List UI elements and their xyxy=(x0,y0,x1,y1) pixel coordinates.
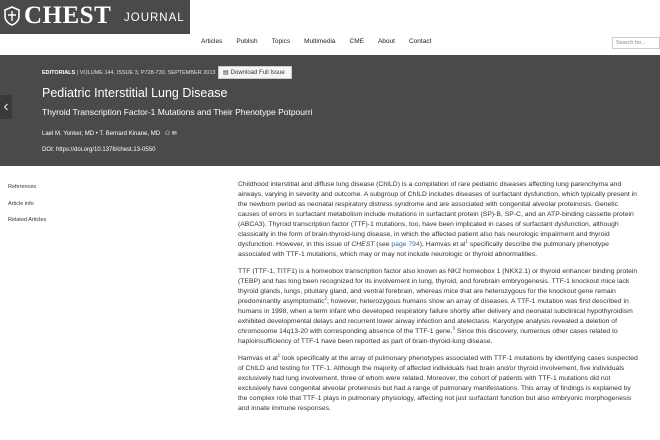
nav-about[interactable]: About xyxy=(377,38,395,45)
main-nav xyxy=(201,38,445,45)
chevron-left-icon[interactable]: ‹ xyxy=(0,95,12,119)
page-title: Pediatric Interstitial Lung Disease xyxy=(42,86,228,100)
ref-link[interactable]: 3 xyxy=(452,325,455,331)
section-label[interactable]: EDITORIALS xyxy=(42,70,76,76)
sidebar-item-article-info[interactable]: Article info xyxy=(8,200,34,207)
doi-link[interactable]: DOI: https://doi.org/10.1378/chest.13-0550 xyxy=(42,147,156,153)
article-meta xyxy=(42,70,215,76)
nav-publish[interactable]: Publish xyxy=(236,38,258,45)
ref-link[interactable]: 2 xyxy=(324,295,328,301)
article-sidebar xyxy=(8,184,46,234)
sidebar-item-references[interactable]: References xyxy=(8,184,37,190)
paragraph-2: TTF (TTF-1, TITF1) is a homeobox transcription factor also known as NK2 homeobox 1 (NKX2.1) or thyroid enhancer binding protein (TEBP) and has long been recognized for its involvement in lung, thyroid, and forebrain embryogenesis. TTF-1 knockout mice lack thyroid glands, lungs, pituitary gland, and ventral forebrain, whereas mice that are heterozygous for the knockout gene remain predominantly asymptomatic$^2$; however, heterozygous humans show an array of diseases. A TTF-1 mutation was first described in humans in 1998, when a term infant who developed respiratory failure shortly after delivery and neonatal subclinical hypothyroidism exhibited developmental delays and recurrent lower airway infection and atelectasis. Karyotype analysis revealed a deletion of chromosome 14q13-20 with corresponding absence of the TTF-1 gene.$^3$ Since this discovery, numerous other cases related to haploinsufficiency of TTF-1 have been reported as part of brain-thyroid-lung disease. xyxy=(238,268,638,345)
author-names[interactable]: Lael M. Yonker, MD • T. Bernard Kinane, MD xyxy=(42,131,161,137)
nav-topics[interactable]: Topics xyxy=(271,38,291,45)
ref-link[interactable]: 1 xyxy=(277,352,281,358)
nav-contact[interactable]: Contact xyxy=(408,38,432,45)
chest-journal-logo[interactable] xyxy=(0,0,190,34)
page-subtitle: Thyroid Transcription Factor-1 Mutations and Their Phenotype Potpourri xyxy=(42,107,313,117)
paragraph-3: Hamvas et $al^1$ look specifically at the array of pulmonary phenotypes associated with TTF-1 mutations by identifying cases suspected of ChILD and testing for TTF-1. Although the majority of affected individuals had brain and/or thyroid involvement, five individuals exclusively had lung involvement, three of whom were related. Moreover, the cohort of patients with TTF-1 mutations did not exclusively have congenital alveolar proteinosis but had a range of pulmonary manifestations. This array of findings is explained by the complex role that TTF-1 plays in pulmonary physiology, affecting not just surfactant function but also embryonic morphogenesis and innate immune responses. xyxy=(238,352,638,412)
top-header xyxy=(0,0,660,55)
ref-link[interactable]: 1 xyxy=(465,238,468,244)
logo-wordmark: CHEST xyxy=(24,2,112,29)
author-info-icon[interactable]: ⚇ ✉ xyxy=(164,131,177,137)
sidebar-item-related-articles[interactable]: Related Articles xyxy=(8,217,47,223)
download-icon: ▤ xyxy=(223,70,229,76)
authors-line xyxy=(42,130,177,137)
logo-subtitle: JOURNAL xyxy=(124,12,185,24)
nav-multimedia[interactable]: Multimedia xyxy=(304,38,336,45)
article-hero xyxy=(0,55,660,166)
citation: VOLUME 144, ISSUE 3, P728-730, SEPTEMBER 2013 xyxy=(79,70,216,76)
paragraph-1: Childhood interstitial and diffuse lung disease (ChILD) is a compilation of rare pediatric diseases affecting lung parenchyma and airways, varying in severity and outcome. A subgroup of ChILD includes diseases of surfactant dysfunction, which typically present in the newborn period as neonatal respiratory distress syndrome and are associated with congenital alveolar proteinosis. Genetic causes of errors in surfactant metabolism include mutations in surfactant protein (SP)-B, SP-C, and an ATP-binding cassette protein (ABCA3). Thyroid transcription factor (TTF)-1 mutations, too, have been implicated in cases of surfactant dysfunction, although classically in the form of brain-thyroid-lung disease, in which the affected patient also has neurologic impairment and thyroid dysfunction. However, in this issue of CHEST (see page 794), Hamvas et $al^1$ specifically describe the pulmonary phenotype associated with TTF-1 mutations, which may or may not include neurologic or thyroid abnormalities. xyxy=(238,181,637,258)
page-link[interactable]: page 794 xyxy=(391,241,420,248)
meta-separator: | xyxy=(76,70,79,76)
nav-cme[interactable]: CME xyxy=(349,38,364,45)
download-full-issue-button[interactable] xyxy=(218,66,292,79)
download-label: Download Full Issue xyxy=(230,70,285,76)
chest-logo-icon xyxy=(3,6,21,26)
article-body xyxy=(238,180,640,421)
search-input[interactable]: Search for... xyxy=(612,37,660,49)
nav-articles[interactable]: Articles xyxy=(201,38,223,45)
